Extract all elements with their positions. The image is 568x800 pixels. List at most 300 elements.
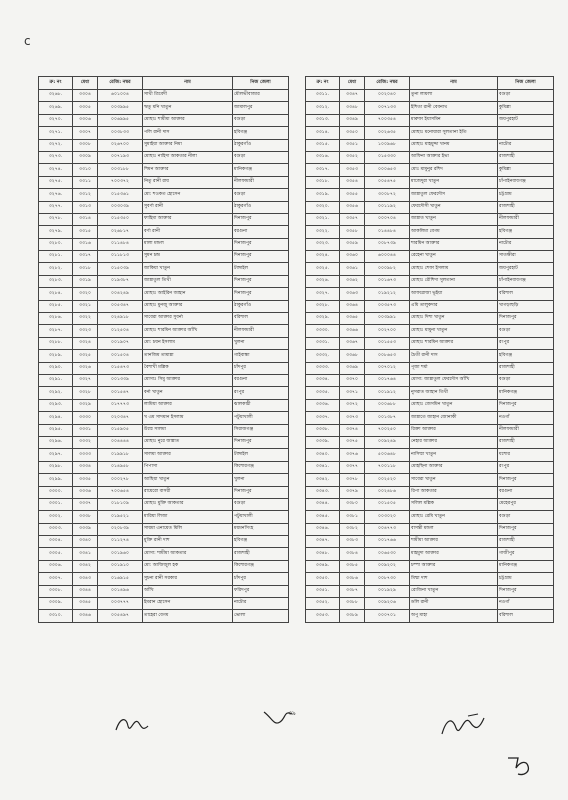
cell-merit: ৩৩১৬ [73, 238, 98, 250]
cell-reg-no: ০০১৯১২ [365, 387, 410, 399]
cell-serial: ৩২৭২. [39, 139, 73, 151]
right-table-row [306, 486, 554, 498]
cell-serial: ৩২৯৬. [39, 436, 73, 448]
cell-name: নেহার আক্তার [410, 436, 498, 448]
right-table-row [306, 263, 554, 275]
cell-district: বরগুনা [233, 226, 289, 238]
cell-name: আছিয়া খাতুন [143, 474, 233, 486]
cell-reg-no: ০০১৯১০ [98, 560, 143, 572]
cell-merit: ৩৩৭৯ [340, 486, 365, 498]
cell-district: দিনাজপুর [233, 251, 289, 263]
cell-merit: ৩৩৭৬ [340, 449, 365, 461]
signature-1 [112, 712, 152, 738]
cell-merit: ৩৩৬৭ [340, 337, 365, 349]
cell-reg-no: ০১৪৪৮৪ [365, 226, 410, 238]
cell-serial: ৩৩৩১. [306, 337, 340, 349]
cell-serial: ৩৩৩৭. [306, 412, 340, 424]
cell-district: দিনাজপুর [233, 486, 289, 498]
left-table-row [39, 238, 289, 250]
cell-serial: ৩৩৫২. [306, 598, 340, 610]
cell-merit: ৩৩৬৯ [340, 362, 365, 374]
cell-district: বরগুনা [498, 486, 554, 498]
cell-district: নওগাঁ [498, 412, 554, 424]
cell-name: ফেরদৌসী খাতুন [410, 201, 498, 213]
cell-district: রাজশাহী [233, 548, 289, 560]
right-table-row [306, 387, 554, 399]
cell-serial: ৩২৯০. [39, 362, 73, 374]
left-table-row [39, 573, 289, 585]
cell-reg-no: ০০৪৪৪৪ [98, 436, 143, 448]
cell-merit: ৩৩৮৭ [340, 585, 365, 597]
cell-reg-no: ০০০২৭৮ [98, 474, 143, 486]
cell-district: নাটোর [233, 598, 289, 610]
cell-merit: ৩৩১৯ [73, 275, 98, 287]
cell-reg-no: ০০৩৭৭৭ [98, 598, 143, 610]
cell-serial: ৩৩০৪. [39, 536, 73, 548]
cell-merit: ৩৩৮২ [340, 523, 365, 535]
cell-reg-no: ০০১৩৮৭ [365, 412, 410, 424]
cell-name: সায়মা এনায়েত মিলি [143, 523, 233, 535]
cell-name: ঋতু মনি খাতুন [143, 102, 233, 114]
cell-serial: ৩৩৫১. [306, 585, 340, 597]
cell-name: মারিয়া লিজা [143, 511, 233, 523]
cell-serial: ৩২৯৩. [39, 399, 73, 411]
cell-district: নওগাঁ [498, 598, 554, 610]
cell-serial: ৩২৯৪. [39, 412, 73, 424]
cell-district: চট্টগ্রাম [498, 573, 554, 585]
cell-name: শামীমা আক্তার [410, 536, 498, 548]
left-header-row [39, 77, 289, 90]
cell-name: সলিল মল্লিক [410, 498, 498, 510]
cell-merit: ৩৩০৪ [73, 90, 98, 102]
cell-district: নাটোর [498, 139, 554, 151]
cell-district: হবিগঞ্জ [498, 226, 554, 238]
cell-district: নাটোর [498, 238, 554, 250]
cell-merit: ৩৩১১ [73, 176, 98, 188]
cell-name: আঁখি [143, 585, 233, 597]
left-table-row [39, 300, 289, 312]
cell-merit: ৩৩২০ [73, 288, 98, 300]
cell-merit: ৩৩৫৬ [340, 201, 365, 213]
cell-district: বগুড়া [233, 498, 289, 510]
cell-reg-no: ০১৫৩৬১ [98, 189, 143, 201]
cell-serial: ৩৩৫০. [306, 573, 340, 585]
left-table-row [39, 226, 289, 238]
right-header-row [306, 77, 554, 90]
cell-district: কুমিল্লা [498, 164, 554, 176]
cell-reg-no: ০১৫৩৫০ [98, 213, 143, 225]
cell-reg-no: ০০১৪৯৬ [98, 585, 143, 597]
cell-district: মানিকগঞ্জ [498, 387, 554, 399]
cell-district: নীলফামারী [498, 424, 554, 436]
cell-district: দিনাজপুর [233, 275, 289, 287]
right-table-row [306, 226, 554, 238]
cell-serial: ৩২৭৮. [39, 213, 73, 225]
right-table-row [306, 139, 554, 151]
cell-merit: ৩৩৫৮ [340, 226, 365, 238]
cell-merit: ৩৩৫৭ [340, 213, 365, 225]
cell-serial: ৩২৯৭. [39, 449, 73, 461]
cell-merit: ৩৩২৩ [73, 325, 98, 337]
cell-serial: ৩৩৪৮. [306, 548, 340, 560]
cell-merit: ৩৩১৮ [73, 263, 98, 275]
cell-serial: ৩৩১৩. [306, 114, 340, 126]
cell-merit: ৩৩৬৫ [340, 313, 365, 325]
cell-district: মৌলভীবাজার [233, 90, 289, 102]
cell-serial: ৩৩১১. [306, 90, 340, 102]
cell-name: মোঃ মামুনুর রশিদ [410, 164, 498, 176]
left-table-row [39, 362, 289, 374]
cell-merit: ৩৩৮৪ [340, 548, 365, 560]
left-table [38, 76, 289, 623]
cell-reg-no: ০০১৫৫৩ [365, 337, 410, 349]
signature-3 [438, 710, 488, 742]
cell-merit: ৩৩১৭ [73, 251, 98, 263]
cell-serial: ৩২৭৬. [39, 189, 73, 201]
cell-serial: ৩২৭১. [39, 127, 73, 139]
cell-reg-no: ০০৩৮৩৩ [98, 127, 143, 139]
cell-reg-no: ০১৯৫২১ [98, 511, 143, 523]
cell-serial: ৩৩৩৩. [306, 362, 340, 374]
cell-district: বগুড়া [498, 374, 554, 386]
cell-district: হবিগঞ্জ [233, 127, 289, 139]
cell-name: মোসাঃ সিমু আক্তার [143, 374, 233, 386]
right-table-row [306, 412, 554, 424]
cell-district: রংপুর [233, 387, 289, 399]
right-table-row [306, 90, 554, 102]
cell-district: নীলফামারী [233, 176, 289, 188]
cell-merit: ৩৩২১ [73, 300, 98, 312]
cell-name: মো: আজিজুল হক [143, 560, 233, 572]
cell-reg-no: ০০১৯২৯ [365, 585, 410, 597]
cell-reg-no: ০০১৬৭৩ [365, 275, 410, 287]
cell-reg-no: ০১৭৭৭৩ [98, 399, 143, 411]
cell-reg-no: ০০১৭৬৬ [365, 536, 410, 548]
cell-name: ইমরান হোসেন [143, 598, 233, 610]
cell-district: রাজশাহী [498, 362, 554, 374]
cell-name: জান্নাত খাতুন [410, 213, 498, 225]
cell-district: রংপুর [498, 461, 554, 473]
cell-district: চাঁদপুর [233, 362, 289, 374]
cell-name: মোসা: শামীমা আকতার [143, 548, 233, 560]
cell-name: ইশিতা রানী বেবনাথ [410, 102, 498, 114]
cell-merit: ৩৩৮৮ [340, 598, 365, 610]
cell-reg-no: ০০৯২৪৯ [365, 436, 410, 448]
right-table-row [306, 251, 554, 263]
cell-serial: ৩৩৪৪. [306, 498, 340, 510]
cell-serial: ৩২৯৫. [39, 424, 73, 436]
cell-name: চম্পা আক্তার [410, 560, 498, 572]
cell-reg-no: ০২০৮৩৯ [98, 523, 143, 535]
cell-reg-no: ০০৮৬৫৩ [365, 350, 410, 362]
cell-merit: ৩৩৫২ [340, 151, 365, 163]
cell-name: চৈতী রানী দাস [410, 350, 498, 362]
cell-reg-no: ১০০৯৬৮ [365, 139, 410, 151]
cell-name: সাথী ত্রিবেদী [143, 90, 233, 102]
cell-name: জান্নাতে জাহান জোনাকী [410, 412, 498, 424]
cell-reg-no: ০০১৯৬০ [98, 548, 143, 560]
cell-reg-no: ৭০০১১৮ [365, 461, 410, 473]
cell-reg-no: ০০১৯০৭ [98, 337, 143, 349]
cell-merit: ৩৩৪৩ [73, 573, 98, 585]
cell-district: কুমিল্লা [498, 102, 554, 114]
left-table-row [39, 585, 289, 597]
cell-reg-no: ০০১৫০৫ [365, 498, 410, 510]
right-table-row [306, 151, 554, 163]
cell-reg-no: ৬০১০০৪ [98, 90, 143, 102]
right-table-row [306, 325, 554, 337]
cell-name: মোছাঃ শারমিন আক্তার [410, 337, 498, 349]
cell-serial: ৩২৬৮. [39, 90, 73, 102]
cell-district: ঠাকুরগাঁও [233, 139, 289, 151]
cell-serial: ৩৩৪৩. [306, 486, 340, 498]
cell-name: এমি তালুকদার [410, 300, 498, 312]
cell-serial: ৩৩২১. [306, 213, 340, 225]
cell-reg-no: ০০১৫৪৭ [98, 387, 143, 399]
left-table-row [39, 474, 289, 486]
cell-serial: ৩৩২৫. [306, 263, 340, 275]
cell-name: মুক্তি রানী দাশ [143, 536, 233, 548]
cell-serial: ৩৩০৭. [39, 573, 73, 585]
right-table-row [306, 313, 554, 325]
cell-merit: ৩৩৪০ [73, 536, 98, 548]
cell-merit: ৩৩৬৮ [340, 350, 365, 362]
cell-merit: ৩৩৩৪ [73, 461, 98, 473]
cell-name: মোছাঃ শামীমা আক্তার [143, 114, 233, 126]
cell-serial: ৩২৮৬. [39, 313, 73, 325]
left-table-row [39, 387, 289, 399]
cell-merit: ৩৩৮৬ [340, 573, 365, 585]
cell-reg-no: ০০৩৯৯৫ [98, 102, 143, 114]
cell-merit: ৩৩৪৬ [73, 610, 98, 622]
cell-reg-no: ০১১৮১৩ [98, 251, 143, 263]
signature-4 [504, 752, 538, 780]
cell-serial: ৩৩১২. [306, 102, 340, 114]
signature-2 [262, 704, 296, 730]
cell-serial: ৩৩০৮. [39, 585, 73, 597]
left-table-row [39, 90, 289, 102]
cell-district: গাজীপুর [498, 548, 554, 560]
cell-merit: ৩৩১৫ [73, 226, 98, 238]
cell-merit: ৩৩১২ [73, 189, 98, 201]
cell-merit: ৩৩১০ [73, 164, 98, 176]
cell-serial: ৩৩৪৯. [306, 560, 340, 572]
cell-name: মোছাঃ শেফা ইসলাম [410, 263, 498, 275]
cell-merit: ৩৩৫৪ [340, 176, 365, 188]
cell-merit: ৩৩৮১ [340, 511, 365, 523]
right-table-row [306, 424, 554, 436]
cell-district [498, 127, 554, 139]
left-table-row [39, 350, 289, 362]
cell-name: মোছাঃ দিশা খাতুন [410, 313, 498, 325]
cell-district: ঠাকুরগাঁও [233, 300, 289, 312]
left-table-row [39, 325, 289, 337]
cell-reg-no: ০০০৬৫৩ [365, 164, 410, 176]
cell-reg-no: ০০২৭০০ [365, 325, 410, 337]
left-table-row [39, 412, 289, 424]
cell-district: বগুড়া [233, 114, 289, 126]
cell-name: আকলিমা বেগম [410, 226, 498, 238]
cell-reg-no: ০০২৪৮৬ [365, 486, 410, 498]
cell-reg-no: ০০০৬৮৮ [365, 399, 410, 411]
cell-serial: ৩৩০২. [39, 511, 73, 523]
cell-district: চাঁপাইনবাবগঞ্জ [498, 275, 554, 287]
cell-name: মো: চয়ন ইসলাম [143, 337, 233, 349]
cell-merit: ৩৩৬৪ [340, 300, 365, 312]
cell-district: হবিগঞ্জ [498, 350, 554, 362]
cell-merit: ৩৩০৬ [73, 114, 98, 126]
cell-district: খাগড়াছড়ি [498, 300, 554, 312]
right-table-row [306, 436, 554, 448]
cell-serial: ৩৩৩৪. [306, 374, 340, 386]
cell-district: মানিকগঞ্জ [233, 164, 289, 176]
left-table-row [39, 189, 289, 201]
cell-merit: ৩৩৬৩ [340, 288, 365, 300]
cell-reg-no: ৭০০৬৫৪ [98, 486, 143, 498]
cell-reg-no: ০০১৩৩৯ [98, 374, 143, 386]
cell-merit: ৩৩২৮ [73, 387, 98, 399]
cell-name: উম্মে সালমা [143, 424, 233, 436]
cell-merit: ৩৩২৯ [73, 399, 98, 411]
cell-district: বগুড়া [498, 90, 554, 102]
right-table-row [306, 449, 554, 461]
cell-merit: ৩৩৪২ [73, 560, 98, 572]
cell-district: ভোলা [233, 610, 289, 622]
cell-district: দিনাজপুর [498, 585, 554, 597]
cell-merit: ৩৩২৫ [73, 350, 98, 362]
cell-merit: ৩৩০৯ [73, 151, 98, 163]
cell-serial: ৩৩৩০. [306, 325, 340, 337]
cell-name: রোজিনা খাতুন [410, 585, 498, 597]
left-table-row [39, 176, 289, 188]
cell-serial: ৩৩০৯. [39, 598, 73, 610]
cell-serial: ৩২৭৫. [39, 176, 73, 188]
right-table-body [306, 90, 554, 623]
cell-name: নিতু রানী রায় [143, 176, 233, 188]
cell-serial: ৩৩৪২. [306, 474, 340, 486]
right-table-row [306, 176, 554, 188]
cell-serial: ৩৩৪৭. [306, 536, 340, 548]
cell-merit: ৩৩৮৫ [340, 560, 365, 572]
cell-serial: ৩৩১০. [39, 610, 73, 622]
cell-name: সুচনা রানী সরকার [143, 573, 233, 585]
cell-merit: ৩৩৫০ [340, 127, 365, 139]
cell-district: যশোর [498, 449, 554, 461]
cell-name: মোছাঃ মুনজু আক্তার [143, 300, 233, 312]
cell-district: দিনাজপুর [233, 436, 289, 448]
right-table-row [306, 127, 554, 139]
cell-district: দিনাজপুর [233, 213, 289, 225]
cell-serial: ৩২৮৭. [39, 325, 73, 337]
right-table-row [306, 275, 554, 287]
cell-district: নীলফামারী [498, 213, 554, 225]
left-table-row [39, 486, 289, 498]
cell-reg-no: ০১১৪৮৪ [98, 238, 143, 250]
cell-name: সুমাইয়া আক্তার নিমা [143, 139, 233, 151]
cell-merit: ৩৩৬২ [340, 275, 365, 287]
cell-merit: ৩৩৪১ [73, 548, 98, 560]
cell-serial: ৩৩১৪. [306, 127, 340, 139]
cell-reg-no: ০০৭১৩৩ [365, 102, 410, 114]
cell-name: শারমিন আক্তার [410, 238, 498, 250]
cell-district: বগুড়া [233, 151, 289, 163]
right-table-row [306, 461, 554, 473]
header-reg-no: রেজি: নম্বর [365, 77, 410, 90]
cell-district: বরিশাল [498, 610, 554, 622]
cell-merit: ৩৩৩৩ [73, 449, 98, 461]
cell-merit: ৩৩৪৭ [340, 90, 365, 102]
cell-reg-no: ০১২৫০৪ [98, 325, 143, 337]
cell-reg-no: ০১৫৪৭৩ [98, 362, 143, 374]
cell-district: বরিশাল [233, 313, 289, 325]
cell-name: আফিনা আক্তার ইভা [410, 151, 498, 163]
cell-name: ফাহিমা আক্তার [143, 213, 233, 225]
cell-district: মেহেরপুর [498, 498, 554, 510]
cell-reg-no: ০০৬৯৯৫ [98, 114, 143, 126]
left-table-row [39, 424, 289, 436]
cell-name: মোছাঃ জেসমিন খাতুন [410, 399, 498, 411]
cell-name: মাজেদুরা খাতুন [410, 176, 498, 188]
cell-name: সাবেরা আক্তার সুবর্না [143, 313, 233, 325]
cell-district: ঝালকাঠী [233, 399, 289, 411]
cell-reg-no: ৭০০৩৭২ [98, 176, 143, 188]
cell-serial: ৩২৭৭. [39, 201, 73, 213]
cell-reg-no: ৭০০৩৫৪ [365, 114, 410, 126]
cell-district: পটুয়াখালী [233, 511, 289, 523]
right-table-row [306, 164, 554, 176]
right-table-row [306, 201, 554, 213]
cell-serial: ৩৩২২. [306, 226, 340, 238]
left-table-row [39, 399, 289, 411]
cell-serial: ৩৩০০. [39, 486, 73, 498]
right-table-row [306, 523, 554, 535]
right-table-row [306, 399, 554, 411]
cell-district: টাঙ্গাইল [233, 449, 289, 461]
left-table-row [39, 151, 289, 163]
cell-name: মারুফা ইয়াসমিন [410, 114, 498, 126]
cell-serial: ৩৩১৯. [306, 189, 340, 201]
cell-serial: ৩২৮৪. [39, 288, 73, 300]
right-table-row [306, 585, 554, 597]
right-table-row [306, 374, 554, 386]
cell-name: তুনা লায়লা [410, 90, 498, 102]
right-table-row [306, 536, 554, 548]
cell-district: রাজশাহী [498, 436, 554, 448]
cell-district: পটুয়াখালী [233, 412, 289, 424]
cell-merit: ৩৩৬১ [340, 263, 365, 275]
cell-name: পলি রানী দাস [143, 127, 233, 139]
cell-reg-no: ০০৫৪৭৫ [365, 176, 410, 188]
cell-merit: ৩৩১৪ [73, 213, 98, 225]
right-table-row [306, 337, 554, 349]
corner-mark: c [24, 34, 31, 48]
left-table-row [39, 511, 289, 523]
cell-merit: ৩৩৭০ [340, 374, 365, 386]
cell-serial: ৩৩৪৫. [306, 511, 340, 523]
cell-serial: ৩২৮০. [39, 238, 73, 250]
cell-reg-no: ০২০৩৪৭ [98, 412, 143, 424]
cell-merit: ৩৩২৬ [73, 362, 98, 374]
cell-serial: ৩৩০৩. [39, 523, 73, 535]
cell-serial: ৩৩৩৬. [306, 399, 340, 411]
cell-name: বৈশাখী মল্লিক [143, 362, 233, 374]
cell-reg-no: ০০৭১৯৩ [98, 151, 143, 163]
cell-name: রিপা আকতার [410, 486, 498, 498]
cell-serial: ৩৩২০. [306, 201, 340, 213]
cell-merit: ৩৩৪৯ [340, 114, 365, 126]
cell-reg-no: ৩০০৮৭২ [365, 189, 410, 201]
cell-merit: ৩৩৮৩ [340, 536, 365, 548]
